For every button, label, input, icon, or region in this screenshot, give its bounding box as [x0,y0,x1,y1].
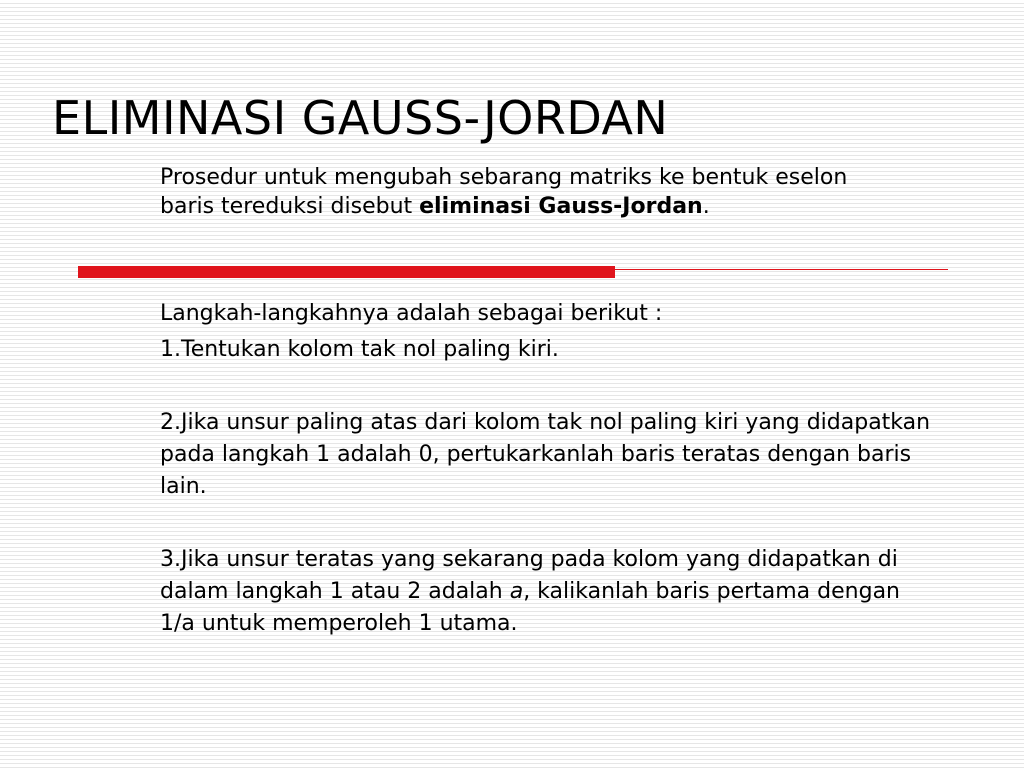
red-divider [78,266,948,280]
red-divider-thin [615,269,948,270]
steps-section [160,298,940,681]
step-3 [160,544,940,640]
step-3-italic-term: a [509,579,524,604]
step-3-text-end: , kalikanlah baris pertama dengan 1/a untuk memperoleh 1 utama. [160,579,900,636]
red-divider-thick [78,266,615,278]
slide-title: ELIMINASI GAUSS-JORDAN [52,91,669,145]
step-2: 2.Jika unsur paling atas dari kolom tak nol paling kiri yang didapatkan pada langkah 1 adalah 0, pertukarkanlah baris teratas dengan baris lain. [160,410,931,499]
step-3-text: 3.Jika unsur teratas yang sekarang pada kolom yang didapatkan di dalam langkah 1 atau 2 adalah [160,547,898,604]
steps-intro: Langkah-langkahnya adalah sebagai berikut : [160,301,663,326]
intro-text: Prosedur untuk mengubah sebarang matriks ke bentuk eselon baris tereduksi disebut [160,165,848,219]
intro-paragraph [160,163,880,221]
intro-bold-term: eliminasi Gauss-Jordan [419,194,703,219]
intro-period: . [702,194,710,219]
step-1: 1.Tentukan kolom tak nol paling kiri. [160,337,559,362]
